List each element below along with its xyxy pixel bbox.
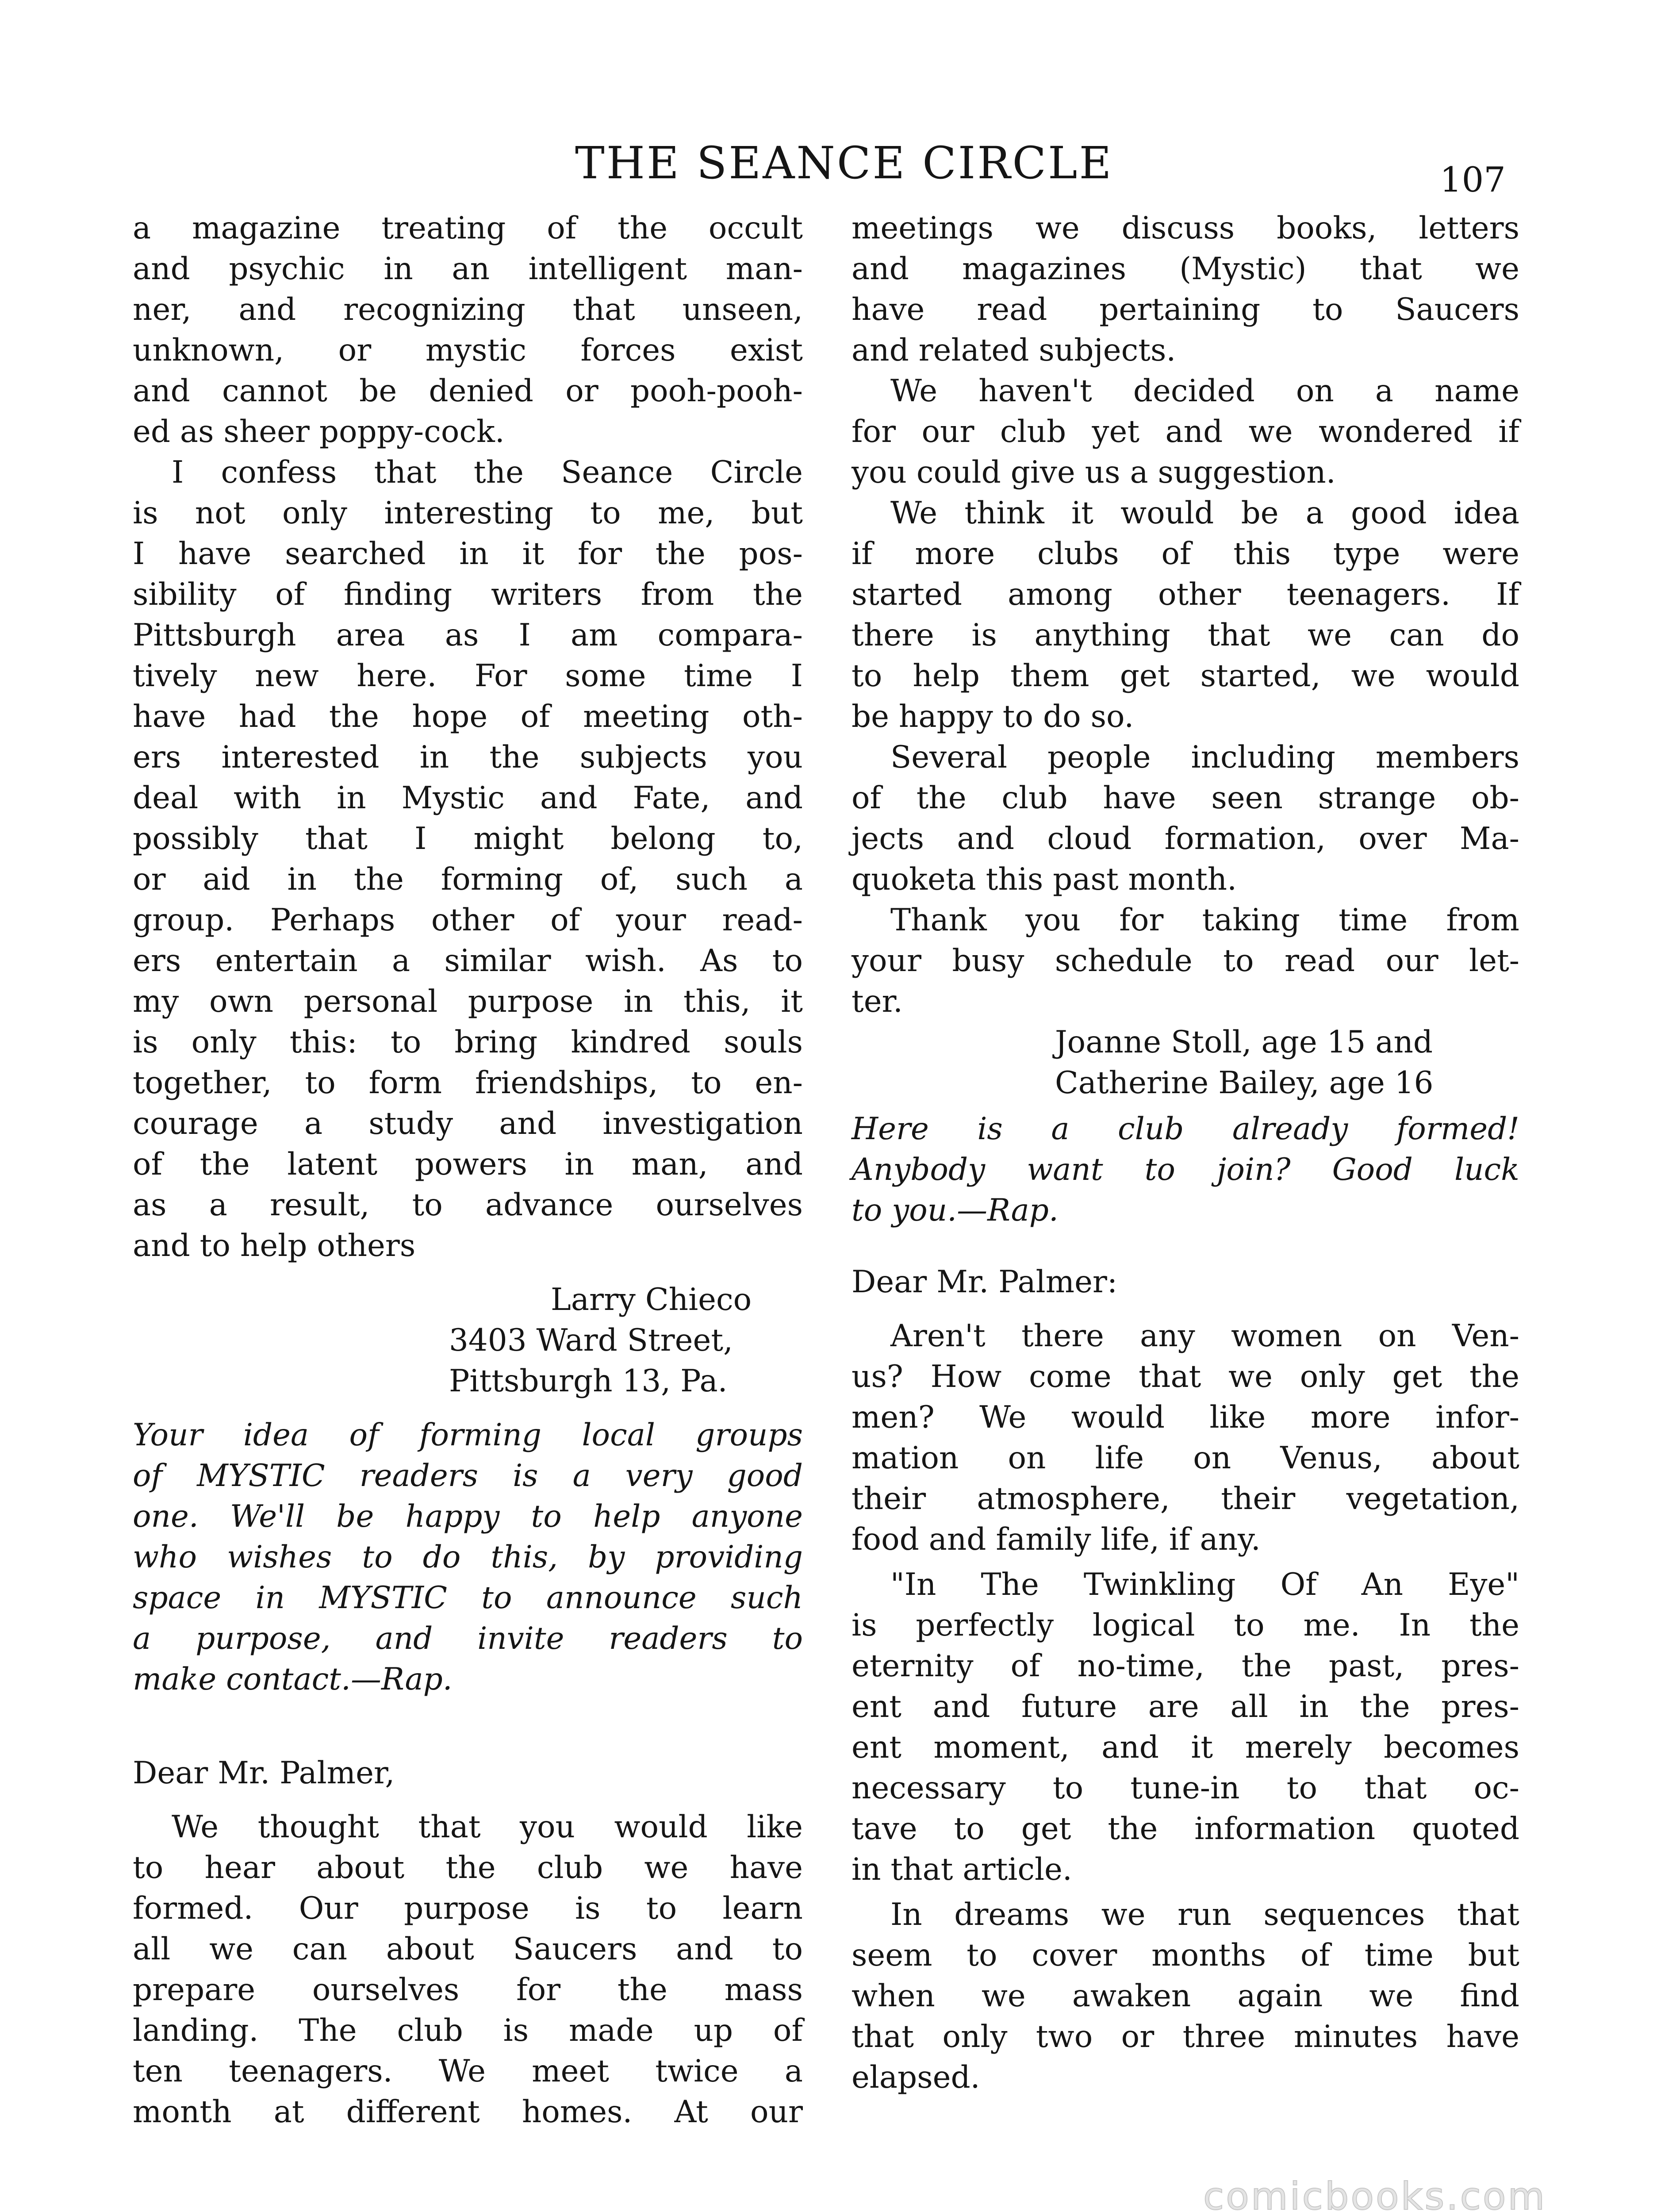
editor-reply-2 bbox=[852, 1109, 1519, 1231]
text-line: ers interested in the subjects you bbox=[133, 740, 803, 775]
text-line: and related subjects. bbox=[852, 333, 1176, 368]
letter-2-continuation bbox=[852, 208, 1519, 371]
letter-1-address bbox=[133, 1320, 803, 1402]
text-line: quoketa this past month. bbox=[852, 862, 1237, 897]
text-line: men? We would like more infor- bbox=[852, 1400, 1519, 1435]
text-line: when we awaken again we find bbox=[852, 1978, 1519, 2014]
text-line: if more clubs of this type were bbox=[852, 536, 1519, 572]
text-line: seem to cover months of time but bbox=[852, 1938, 1519, 1973]
text-line: us? How come that we only get the bbox=[852, 1359, 1519, 1394]
text-line: and cannot be denied or pooh-pooh- bbox=[133, 373, 803, 409]
text-line: that only two or three minutes have bbox=[852, 2019, 1519, 2055]
text-line: "In The Twinkling Of An Eye" bbox=[890, 1567, 1519, 1602]
letter-2-paragraph bbox=[852, 371, 1519, 493]
text-line: necessary to tune-in to that oc- bbox=[852, 1770, 1519, 1806]
text-line: and magazines (Mystic) that we bbox=[852, 251, 1519, 287]
text-line: of the club have seen strange ob- bbox=[852, 780, 1519, 816]
text-line: your busy schedule to read our let- bbox=[852, 943, 1519, 979]
text-line: a purpose, and invite readers to bbox=[133, 1621, 803, 1656]
text-line: my own personal purpose in this, it bbox=[133, 984, 803, 1019]
salutation: Dear Mr. Palmer: bbox=[852, 1264, 1118, 1300]
text-line: all we can about Saucers and to bbox=[133, 1932, 803, 1967]
text-line: is only this: to bring kindred souls bbox=[133, 1025, 803, 1060]
text-line: ten teenagers. We meet twice a bbox=[133, 2054, 803, 2089]
signature-line: Joanne Stoll, age 15 and bbox=[1055, 1025, 1433, 1060]
text-line: landing. The club is made up of bbox=[133, 2013, 803, 2048]
text-line: there is anything that we can do bbox=[852, 618, 1519, 653]
text-line: sibility of finding writers from the bbox=[133, 577, 803, 612]
page-number: 107 bbox=[1440, 160, 1506, 200]
letter-2-signature bbox=[852, 1022, 1519, 1103]
text-line: I have searched in it for the pos- bbox=[133, 536, 803, 572]
text-line: for our club yet and we wondered if bbox=[852, 414, 1519, 449]
text-line: In dreams we run sequences that bbox=[890, 1897, 1519, 1932]
text-line: together, to form friendships, to en- bbox=[133, 1065, 803, 1101]
text-line: to help them get started, we would bbox=[852, 658, 1519, 694]
text-line: space in MYSTIC to announce such bbox=[133, 1580, 803, 1616]
letter-3-paragraph bbox=[852, 1564, 1519, 1890]
text-line: Here is a club already formed! bbox=[852, 1111, 1519, 1147]
watermark: comicbooks.com bbox=[1203, 2174, 1547, 2212]
text-line: ent moment, and it merely becomes bbox=[852, 1730, 1519, 1765]
letter-2-paragraph bbox=[852, 737, 1519, 900]
text-line: their atmosphere, their vegetation, bbox=[852, 1481, 1519, 1517]
left-column bbox=[133, 208, 803, 2132]
text-line: We haven't decided on a name bbox=[890, 373, 1519, 409]
text-line: to you.—Rap. bbox=[852, 1193, 1059, 1228]
text-line: elapsed. bbox=[852, 2060, 980, 2095]
text-line: courage a study and investigation bbox=[133, 1106, 803, 1141]
letter-3-paragraph bbox=[852, 1316, 1519, 1560]
signature-line: Larry Chieco bbox=[551, 1282, 752, 1317]
text-line: month at different homes. At our bbox=[133, 2094, 803, 2130]
text-line: group. Perhaps other of your read- bbox=[133, 902, 803, 938]
text-line: have read pertaining to Saucers bbox=[852, 292, 1519, 327]
letter-1-signature bbox=[133, 1279, 803, 1320]
text-line: make contact.—Rap. bbox=[133, 1662, 453, 1697]
text-line: prepare ourselves for the mass bbox=[133, 1972, 803, 2008]
text-line: or aid in the forming of, such a bbox=[133, 862, 803, 897]
text-line: ers entertain a similar wish. As to bbox=[133, 943, 803, 979]
right-column bbox=[852, 208, 1519, 2098]
signature-line: Catherine Bailey, age 16 bbox=[1055, 1065, 1434, 1101]
text-line: ent and future are all in the pres- bbox=[852, 1689, 1519, 1724]
text-line: Several people including members bbox=[890, 740, 1519, 775]
text-line: tave to get the information quoted bbox=[852, 1811, 1519, 1847]
text-line: Your idea of forming local groups bbox=[133, 1417, 803, 1453]
text-line: Pittsburgh area as I am compara- bbox=[133, 618, 803, 653]
text-line: We think it would be a good idea bbox=[890, 495, 1519, 531]
editor-reply-1 bbox=[133, 1415, 803, 1700]
text-line: Anybody want to join? Good luck bbox=[852, 1152, 1519, 1187]
signature-line: Pittsburgh 13, Pa. bbox=[449, 1363, 728, 1399]
text-line: food and family life, if any. bbox=[852, 1522, 1261, 1557]
text-line: ter. bbox=[852, 984, 903, 1019]
text-line: ner, and recognizing that unseen, bbox=[133, 292, 803, 327]
text-line: in that article. bbox=[852, 1852, 1072, 1887]
letter-3-salutation bbox=[852, 1262, 1519, 1302]
letter-1-continuation bbox=[133, 208, 803, 452]
letter-2-paragraph bbox=[852, 493, 1519, 737]
text-line: eternity of no-time, the past, pres- bbox=[852, 1648, 1519, 1684]
text-line: of the latent powers in man, and bbox=[133, 1147, 803, 1182]
text-line: be happy to do so. bbox=[852, 699, 1134, 734]
letter-3-paragraph bbox=[852, 1894, 1519, 2098]
letter-1-paragraph bbox=[133, 452, 803, 1266]
letter-2-salutation bbox=[133, 1753, 803, 1793]
text-line: as a result, to advance ourselves bbox=[133, 1187, 803, 1223]
text-line: I confess that the Seance Circle bbox=[172, 455, 803, 490]
text-line: Aren't there any women on Ven- bbox=[890, 1318, 1519, 1354]
text-line: is not only interesting to me, but bbox=[133, 495, 803, 531]
text-line: mation on life on Venus, about bbox=[852, 1440, 1519, 1476]
text-line: to hear about the club we have bbox=[133, 1850, 803, 1886]
text-line: tively new here. For some time I bbox=[133, 658, 803, 694]
text-line: and to help others bbox=[133, 1228, 416, 1263]
text-line: one. We'll be happy to help anyone bbox=[133, 1499, 803, 1534]
text-line: meetings we discuss books, letters bbox=[852, 211, 1519, 246]
text-line: Thank you for taking time from bbox=[890, 902, 1519, 938]
letter-2-paragraph bbox=[852, 900, 1519, 1022]
letter-2-paragraph bbox=[133, 1807, 803, 2132]
text-line: and psychic in an intelligent man- bbox=[133, 251, 803, 287]
salutation: Dear Mr. Palmer, bbox=[133, 1755, 395, 1791]
text-line: We thought that you would like bbox=[172, 1809, 803, 1845]
text-line: jects and cloud formation, over Ma- bbox=[852, 821, 1519, 856]
text-line: you could give us a suggestion. bbox=[852, 455, 1336, 490]
text-line: have had the hope of meeting oth- bbox=[133, 699, 803, 734]
text-line: ed as sheer poppy-cock. bbox=[133, 414, 505, 449]
text-line: unknown, or mystic forces exist bbox=[133, 333, 803, 368]
text-line: of MYSTIC readers is a very good bbox=[133, 1458, 803, 1494]
text-line: formed. Our purpose is to learn bbox=[133, 1891, 803, 1926]
text-line: started among other teenagers. If bbox=[852, 577, 1519, 612]
text-line: who wishes to do this, by providing bbox=[133, 1540, 803, 1575]
signature-line: 3403 Ward Street, bbox=[449, 1323, 733, 1358]
text-line: is perfectly logical to me. In the bbox=[852, 1608, 1519, 1643]
text-line: deal with in Mystic and Fate, and bbox=[133, 780, 803, 816]
text-line: a magazine treating of the occult bbox=[133, 211, 803, 246]
text-line: possibly that I might belong to, bbox=[133, 821, 803, 856]
page-title: THE SEANCE CIRCLE bbox=[575, 137, 1113, 189]
